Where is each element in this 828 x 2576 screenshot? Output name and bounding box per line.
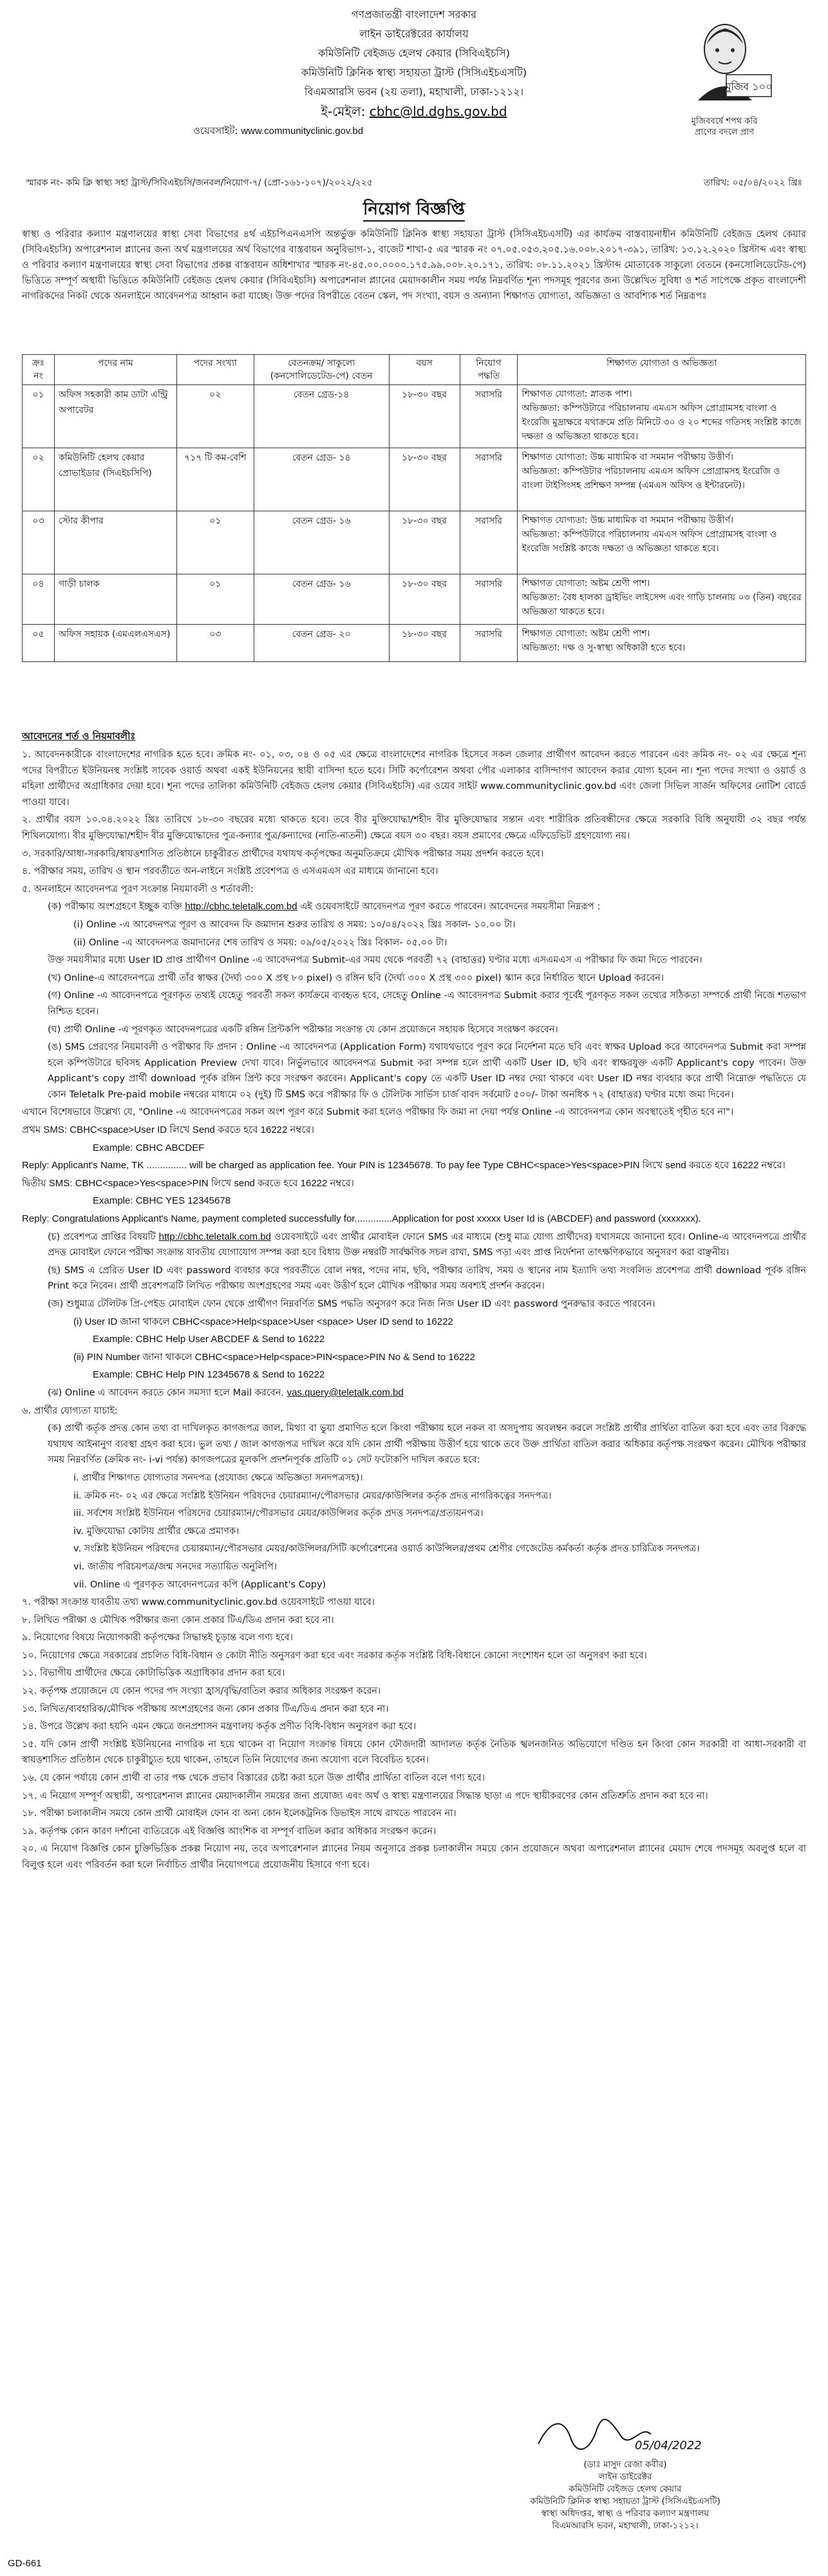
- program-name: কমিউনিটি বেইজড হেলথ কেয়ার (সিবিএইচসি): [318, 47, 510, 59]
- condition-4: ৪. পরীক্ষার সময়, তারিখ ও স্থান পরবর্তীতে অন-লাইনে সংশ্লিষ্ট প্রবেশপত্র ও এসএমএস এর মাধ্যমে জানানো হবে।: [22, 866, 438, 877]
- memo-date: তারিখ: ০৫/০৪/২০২২ খ্রিঃ: [703, 178, 802, 188]
- teletalk-link-2[interactable]: http://cbhc.teletalk.com.bd: [158, 1231, 271, 1242]
- memo-number: স্মারক নং- কমি ক্লি স্বাস্থ্য সহা ট্রাস্ট/সিবিএইচসি/জনবল/নিয়োগ-৭/ (প্রো-১৬১-১০৭)/২০২২/২২৫: [26, 178, 373, 188]
- condition-13: ১৩. লিখিত/ব্যবহারিক/মৌখিক পরীক্ষায় অংশগ্রহণের জন্য কোন প্রকার টিএ/ডিএ প্রদান করা হবে না।: [22, 1703, 389, 1714]
- col-post-name: পদের নাম: [54, 355, 176, 385]
- govt-name: গণপ্রজাতন্ত্রী বাংলাদেশ সরকার: [351, 8, 477, 21]
- mujib-100-logo-icon: [667, 10, 783, 113]
- condition-12: ১২. কর্তৃপক্ষ প্রয়োজনে যে কোন পদের পদ সংখ্যা হ্রাস/বৃদ্ধি/বাতিল করার অধিকার সংরক্ষণ করেন।: [22, 1686, 381, 1697]
- ad-code: GD-661: [8, 2558, 42, 2569]
- col-serial: ক্রঃ নং: [23, 355, 55, 385]
- condition-6: ৬. প্রার্থীর যোগ্যতা যাচাই:: [22, 1405, 118, 1416]
- office-name: লাইন ডাইরেক্টরের কার্যালয়: [359, 28, 469, 40]
- signature-icon: [513, 2412, 725, 2457]
- doc-item: iv. মুক্তিযোদ্ধা কোটায় প্রার্থীর ক্ষেত্রে প্রমাণক।: [73, 1526, 240, 1537]
- svg-text:05/04/2022: 05/04/2022: [635, 2439, 702, 2452]
- condition-5: ৫. অনলাইনে আবেদনপত্র পূরণ সংক্রান্ত নিয়মাবলী ও শর্তাবলী:: [22, 884, 254, 895]
- submit-note: এখানে বিশেষভাবে উল্লেখ্য যে, "Online -এ আবেদনপত্রের সকল অংশ পূরণ করে Submit করা হলেও পরীক্ষার ফি জমা না দেয়া পর্যন্ত Online -এ আবেদনপত্র কোন অবস্থাতেই গৃহীত হবে না"।: [22, 1107, 734, 1118]
- condition-3: ৩. সরকারি/আধা-সরকারি/স্বায়ত্তশাসিত প্রতিষ্ঠানে চাকুরীরত প্রার্থীদের যথাযথ কর্তৃপক্ষের অনুমতিক্রমে মৌখিক পরীক্ষার সময় প্রদর্শন করতে হবে।: [22, 848, 544, 859]
- condition-5g: (ছ) SMS এ প্রেরিত User ID এবং password ব্যবহার করে পরবর্তীতে রোল নম্বর, পদের নাম, ছবি, পরীক্ষার তারিখ, সময় ও স্থানের নাম ইত্যাদি তথ্য সংবলিত প্রবেশপত্র প্রার্থী download পূর্বক রঙ্গিন Print করে নিবেন। প্রার্থী প্রবেশপত্রটি লিখিত পরীক্ষায় অংশগ্রহণের সময় এবং উত্তীর্ণ হলে মৌখিক পরীক্ষার সময় অবশ্যই প্রদর্শন করবেন।: [48, 1265, 806, 1292]
- condition-18: ১৮. পরীক্ষা চলাকালীন সময়ে কোন প্রার্থী মোবাইল ফোন বা অন্য কোন ইলেকট্রনিক ডিভাইস সাথে রাখতে পারবেন না।: [22, 1808, 456, 1819]
- table-row: ০২ কমিউনিটি হেলথ কেয়ার প্রোভাইডার (সিএইচসিপি) ৭১৭ টি কম-বেশি বেতন গ্রেড- ১৪ ১৮-৩০ বছর সরাসরি শিক্ষাগত যোগ্যতা: উচ্চ মাধ্যমিক বা সমমান পরীক্ষায় উত্তীর্ণ। অভিজ্ঞতা: কম্পিউটার পরিচালনায় এমএস অফিস প্রোগ্রামসহ ইংরেজি ও বাংলা টাইপিংসহ প্রশিক্ষণ সম্পন্ন (এমএস অফিস ও ইন্টারনেট)।: [23, 448, 806, 511]
- condition-5c: (গ) Online -এ আবেদনপত্রে পূরণকৃত তথ্যই যেহেতু পরবর্তী সকল কার্যক্রমে ব্যবহৃত হবে, সেহেতু Online -এ আবেদনপত্র Submit করার পূর্বেই পূরণকৃত সকল তথ্যের সঠিকতা সম্পর্কে প্রার্থী নিজে শতভাগ নিশ্চিত হবেন।: [48, 990, 806, 1017]
- condition-2: ২. প্রার্থীর বয়স ১০.০৪.২০২২ খ্রিঃ তারিখে ১৮-৩০ বছরের মধ্যে থাকতে হবে। তবে বীর মুক্তিযোদ্ধা/শহীদ বীর মুক্তিযোদ্ধার সন্তান এবং শারীরিক প্রতিবন্ধীদের ক্ষেত্রে সরকারি বিধি অনুযায়ী ৩২ বছর পর্যন্ত শিথিলযোগ্য। বীর মুক্তিযোদ্ধা/শহীদ বীর মুক্তিযোদ্ধাদের পুত্র-কন্যার পুত্র/কন্যাদের (নাতি-নাতনী) ক্ষেত্রে বয়স ৩০ বছর। বয়স প্রমাণের ক্ষেত্রে এফিডেভিট গ্রহণযোগ্য নয়।: [22, 815, 806, 841]
- condition-15: ১৫. যদি কোন প্রার্থী সংশ্লিষ্ট ইউনিয়নের নাগরিক না হয়ে থাকেন বা নিয়োগ সংক্রান্ত বিষয়ে কোন ফৌজদারী আদালত কর্তৃক নৈতিক স্খলনজনিত অভিযোগে দণ্ডিত হন কিংবা কোন সরকারী বা আধা-সরকারী বা স্বায়ত্তশাসিত প্রতিষ্ঠান থেকে চাকুরীচ্যুত হয়ে থাকেন, তাহলে তিনি নিয়োগের জন্য অযোগ্য বলে বিবেচিত হবেন।: [22, 1739, 806, 1766]
- condition-11: ১১. বিভাগীয় প্রার্থীদের ক্ষেত্রে কোটাভিত্তিক অগ্রাধিকার প্রদান করা হবে।: [22, 1668, 285, 1679]
- apply-end: (ii) Online -এ আবেদনপত্র জমাদানের শেষ তারিখ ও সময়: ০৯/০৫/২০২২ খ্রিঃ বিকাল- ০৫.০০ টা।: [73, 937, 447, 948]
- email-link[interactable]: cbhc@ld.dghs.gov.bd: [369, 104, 507, 119]
- recover-pin: (ii) PIN Number জানা থাকলে CBHC<space>Help<space>PIN<space>PIN No & Send to 16222: [73, 1351, 475, 1363]
- apply-start: (i) Online -এ আবেদনপত্র পূরণ ও আবেদন ফি জমাদান শুরুর তারিখ ও সময়: ১০/০৪/২০২২ খ্রিঃ সকাল- ১০.০০ টা।: [73, 919, 516, 930]
- condition-1: ১. আবেদনকারীকে বাংলাদেশের নাগরিক হতে হবে। ক্রমিক নং- ০১, ০৩, ০৪ ও ০৫ এর ক্ষেত্রে বাংলাদেশের নাগরিক হিসেবে সকল জেলার প্রার্থীগণ আবেদন করতে পারবেন এবং ক্রমিক নং- ০২ এর ক্ষেত্রে শূন্য পদের বিপরীতে ইউনিয়নস্থ সংশ্লিষ্ট সাবেক ওয়ার্ড অথবা একই ইউনিয়নের স্থায়ী বাসিন্দা হতে হবে। সিটি কর্পোরেশন অথবা পৌর এলাকার বাসিন্দাগণ আবেদন করার যোগ্য হবেন না। শূন্য পদের সংখ্যা ও ওয়ার্ড ও মহিলা প্রার্থীদের অগ্রাধিকার দেয়া হবে। শূন্য পদের তালিকা কমিউনিটি বেইজড হেলথ কেয়ার (সিবিএইচসি) এর ওয়েব সাইট www.communityclinic.gov.bd এবং জেলা সিভিল সার্জন অফিসের নোটিশ বোর্ডে পাওয়া যাবে।: [22, 750, 806, 808]
- intro-paragraph: স্বাস্থ্য ও পরিবার কল্যাণ মন্ত্রণালয়ের স্বাস্থ্য সেবা বিভাগের ৪র্থ এইচপিএনএসপি অন্তর্ভুক্ত কমিউনিটি ক্লিনিক স্বাস্থ্য সহায়তা ট্রাস্ট (সিসিএইচএসটি) এর কার্যক্রম বাস্তবায়নাধীন কমিউনিটি বেইজড হেলথ কেয়ার (সিবিএইচসি) অপারেশনাল প্ল্যানের জন্য অর্থ মন্ত্রণালয়ের অর্থ বিভাগের বাস্তবায়ন অনুবিভাগ-১, বাজেট শাখা-৫ এর স্মারক নং ০৭.০৫.০৫৩.২০৫.১৬.০০৮.২০১৭-৩৯১, তারিখ: ১৩.১২.২০২০ খ্রিস্টাব্দ এবং স্বাস্থ্য ও পরিবার কল্যাণ মন্ত্রণালয়ের স্বাস্থ্য সেবা বিভাগের প্রকল্প বাস্তবায়ন অধিশাখার স্মারক নং-৪৫.০০.০০০০.১৭৫.৯৯.০০৮.২০.১৭১, তারিখ: ০৮.১১.২০২১ খ্রিস্টাব্দ মোতাবেক সাকুল্যে বেতনে (কনসোলিডেটেড-পে) ভিত্তিতে সম্পূর্ণ অস্থায়ী ভিত্তিতে কমিউনিটি বেইজড হেলথ কেয়ার (সিবিএইচসি) অপারেশনাল প্ল্যানের মেয়াদকালীন সময় পর্যন্ত নিম্নবর্ণিত শূন্য পদসমূহ পূরণের জন্য উল্লেখিত সুবিধা ও শর্ত সাপেক্ষে প্রকৃত বাংলাদেশী নাগরিকদের নিকট থেকে অনলাইনে আবেদনপত্র আহ্বান করা যাচ্ছে। উক্ত পদের বিপরীতে বেতন স্কেল, পদ সংখ্যা, বয়স ও অন্যান্য শিক্ষাগত যোগ্যতা, অভিজ্ঞতা ও আবশ্যিক শর্ত নিম্নরূপঃ: [22, 229, 806, 301]
- signatory-name: (ডাঃ মাসুদ রেজা কবীর): [583, 2459, 667, 2470]
- col-post-count: পদের সংখ্যা: [176, 355, 254, 385]
- condition-5a: (ক) পরীক্ষায় অংশগ্রহণে ইচ্ছুক ব্যক্তি http://cbhc.teletalk.com.bd এই ওয়েবসাইটে আবেদনপত্র পূরণ করতে পারবেন। আবেদনের সময়সীমা নিম্নরূপ :: [48, 901, 601, 913]
- conditions-heading: আবেদনের শর্ত ও নিয়মাবলীঃ: [22, 730, 136, 742]
- col-pay-scale: বেতনক্রম/ সাকুল্যে (কনসোলিডেটেড-পে) বেতন: [254, 355, 389, 385]
- signatory-title: লাইন ডাইরেক্টর: [598, 2472, 652, 2482]
- recover-user-id: (i) User ID জানা থাকলে CBHC<space>Help<space>User <space> User ID send to 16222: [73, 1316, 453, 1327]
- doc-item: i. প্রার্থীর শিক্ষাগত যোগ্যতার সনদপত্র (প্রযোজ্য ক্ষেত্রে অভিজ্ঞতা সনদপত্রসহ)।: [73, 1472, 363, 1483]
- table-row: ০৫ অফিস সহায়ক (এমএলএসএস) ০৩ বেতন গ্রেড- ২০ ১৮-৩০ বছর সরাসরি শিক্ষাগত যোগ্যতা: অষ্টম শ্রেণী পাশ। অভিজ্ঞতা: দক্ষ ও সু-স্বাস্থ্য অধিকারী হতে হবে।: [23, 625, 806, 662]
- condition-9: ৯. নিয়োগের বিষয়ে নিয়োগকারী কর্তৃপক্ষের সিদ্ধান্তই চূড়ান্ত বলে গণ্য হবে।: [22, 1633, 293, 1643]
- condition-7: ৭. পরীক্ষা সংক্রান্ত যাবতীয় তথ্য www.communityclinic.gov.bd ওয়েবসাইটে পাওয়া যাবে।: [22, 1597, 375, 1608]
- doc-item: iii. সর্বশেষ সংশ্লিষ্ট ইউনিয়ন পরিষদের চেয়ারম্যান/পৌরসভার মেয়র/কাউন্সিলর কর্তৃক প্রদত্ত সনদপত্র/প্রত্যয়নপত্র।: [73, 1508, 484, 1519]
- col-qualification: শিক্ষাগত যোগ্যতা ও অভিজ্ঞতা: [518, 355, 806, 385]
- table-row: ০৪ গাড়ী চালক ০১ বেতন গ্রেড- ১৬ ১৮-৩০ বছর সরাসরি শিক্ষাগত যোগ্যতা: অষ্টম শ্রেণী পাশ। অভিজ্ঞতা: বৈধ হালকা ড্রাইভিং লাইসেন্স এবং গাড়ি চালনায় ০৩ (তিন) বছরের অভিজ্ঞতা থাকতে হবে।: [23, 574, 806, 625]
- doc-item: v. সংশ্লিষ্ট ইউনিয়ন পরিষদের চেয়ারম্যান/পৌরসভার মেয়র/কাউন্সিলর/সিটি কর্পোরেশনের ওয়ার্ড কাউন্সিলর/প্রথম শ্রেণীর গেজেটেড কর্মকর্তা কর্তৃক প্রদত্ত চারিত্রিক সনদপত্র।: [73, 1544, 700, 1555]
- website-link[interactable]: www.communityclinic.gov.bd: [241, 126, 364, 137]
- website-line: ওয়েবসাইট: www.communityclinic.gov.bd: [193, 125, 364, 137]
- sms-second-reply: Reply: Congratulations Applicant's Name, payment completed successfully for..............Application for post xxxxx User Id is (ABCDEF) and password (xxxxxxx).: [22, 1213, 701, 1225]
- condition-16: ১৬. যে কোন পর্যায়ে কোন প্রার্থী বা তার পক্ষ থেকে প্রভাব বিস্তারের চেষ্টা করা হলে উক্ত প্রার্থীর প্রার্থিতা বাতিল বলে গণ্য হবে।: [22, 1773, 485, 1784]
- signatory-block: (ডাঃ মাসুদ রেজা কবীর) লাইন ডাইরেক্টর কমিউনিটি বেইজড হেলথ কেয়ার কমিউনিটি ক্লিনিক স্বাস্থ্য সহায়তা ট্রাস্ট (সিসিএইচএসটি) স্বাস্থ্য অধিদপ্তর, স্বাস্থ্য ও পরিবার কল্যাণ মন্ত্রণালয় বিএমআরসি ভবন, মহাখালী, ঢাকা-১২১২।: [519, 2459, 731, 2532]
- letterhead: [0, 0, 828, 174]
- condition-14: ১৪. উপরে উল্লেখ করা হয়নি এমন ক্ষেত্রে জনপ্রশাসন মন্ত্রণালয় কর্তৃক প্রণীত বিধি-বিধান অনুসরণ করা হবে।: [22, 1721, 417, 1732]
- condition-10: ১০. নিয়োগের ক্ষেত্রে সরকারের প্রচলিত বিধি-বিধান ও কোটা নীতি অনুসরণ করা হবে এবং সরকার কর্তৃক সংশ্লিষ্ট বিধি-বিধানে কোনো সংশোধন হলে তা অনুসরণ করা হবে।: [22, 1650, 647, 1661]
- teletalk-link[interactable]: http://cbhc.teletalk.com.bd: [185, 901, 297, 913]
- page-title: নিয়োগ বিজ্ঞপ্তি: [0, 196, 828, 224]
- condition-20: ২০. এ নিয়োগ বিজ্ঞপ্তি কোন চুক্তিভিত্তিক প্রকল্প নিয়োগ নয়, তবে অপারেশনাল প্ল্যানের নিয়ম অনুসারে প্রকল্প চলাকালীন সময়ে কোন প্রয়োজনে অথবা অপারেশনাল প্ল্যানের মেয়াদ শেষে পদসমূহ অবলুপ্ত হলে বা বিলুপ্ত হলে এবং পরিবর্তন করা হলে নির্বাচিত প্রার্থীর নিয়োগপত্রে প্রয়োজনীয় হিসাবে গণ্য হবে।: [22, 1844, 806, 1870]
- doc-item: vi. জাতীয় পরিচয়পত্র/জন্ম সনদের সত্যায়িত অনুলিপি।: [73, 1561, 278, 1572]
- email-line: ই-মেইল: cbhc@ld.dghs.gov.bd: [321, 104, 507, 119]
- memo-row: [26, 175, 802, 192]
- condition-5i: (ঝ) Online এ আবেদন করতে কোন সমস্যা হলে Mail করবেন. vas.query@teletalk.com.bd: [48, 1387, 404, 1398]
- condition-5e: (ঙ) SMS প্রেরণের নিয়মাবলী ও পরীক্ষার ফি প্রদান : Online -এ আবেদনপত্র (Application Form) যথাযথভাবে পূরণ করে নির্দেশনা মতে ছবি এবং স্বাক্ষর Upload করে আবেদনপত্র Submit করা সম্পন্ন হলে কম্পিউটারে ছবিসহ Application Preview দেখা যাবে। নির্ভুলভাবে আবেদনপত্র Submit করা সম্পন্ন হলে প্রার্থী একটি User ID, ছবি এবং স্বাক্ষরযুক্ত একটি Applicant's copy পাবেন। উক্ত Applicant's copy প্রার্থী download পূর্বক রঙ্গিন প্রিন্ট করে সংরক্ষণ করবেন। Applicant's copy তে একটি User ID নম্বর দেয়া থাকবে এবং User ID নম্বর ব্যবহার করে প্রার্থী নিম্নোক্ত পদ্ধতিতে যে কোন Teletalk Pre-paid mobile নম্বরের মাধ্যমে ০২ (দুই) টি SMS করে পরীক্ষার ফি ও টেলিটক সার্ভিস চার্জ বাবদ সর্বমোট ৫০০/- টাকা অনধিক ৭২ (বাহাত্তর) ঘণ্টার মধ্যে জমা দিবেন।: [48, 1042, 806, 1100]
- table-row: ০৩ স্টোর কীপার ০১ বেতন গ্রেড- ১৬ ১৮-৩০ বছর সরাসরি শিক্ষাগত যোগ্যতা: উচ্চ মাধ্যমিক বা সমমান পরীক্ষায় উত্তীর্ণ। অভিজ্ঞতা: কম্পিউটারে পরিচালনায় এমএস অফিস প্রোগ্রামসহ বাংলা ও ইংরেজি সংশ্লিষ্ট কাজে দক্ষতা ও অভিজ্ঞতা থাকতে হবে।: [23, 511, 806, 574]
- condition-19: ১৯. কর্তৃপক্ষ কোন কারণ দর্শানো ব্যতিরেকে এই বিজ্ঞপ্তি আংশিক বা সম্পূর্ণ বাতিল করার অধিকার সংরক্ষণ করেন।: [22, 1826, 437, 1837]
- sms-first-reply: Reply: Applicant's Name, TK ............... will be charged as application fee. Your PIN is 12345678. To pay fee Type CBHC<space>Yes<space>PIN লিখে send করতে হবে 16222 নম্বরে।: [22, 1160, 786, 1171]
- sms-first: প্রথম SMS: CBHC<space>User ID লিখে Send করতে হবে 16222 নম্বরে।: [22, 1124, 314, 1136]
- recover-pin-example: Example: CBHC Help PIN 12345678 & Send to 16222: [93, 1369, 325, 1381]
- conditions-body: [22, 747, 806, 1875]
- doc-item: vii. Online এ পূরণকৃত আবেদনপত্রের কপি (Applicant's Copy): [73, 1579, 326, 1590]
- condition-5b: (খ) Online-এ আবেদনপত্রে প্রার্থী তাঁর স্বাক্ষর (দৈর্ঘ্য ৩০০ X প্রস্থ ৮০ pixel) ও রঙ্গিন ছবি (দৈর্ঘ্য ৩০০ X প্রস্থ ৩০০ pixel) স্ক্যান করে নির্ধারিত স্থানে Upload করবেন।: [48, 972, 664, 983]
- table-row: ০১ অফিস সহকারী কাম ডাটা এন্ট্রি অপারেটর ০২ বেতন গ্রেড-১৪ ১৮-৩০ বছর সরাসরি শিক্ষাগত যোগ্যতা: স্নাতক পাশ। অভিজ্ঞতা: কম্পিউটারে পরিচালনায় এমএস অফিস প্রোগ্রামসহ বাংলা ও ইংরেজি মুদ্রাক্ষরে যথাক্রমে প্রতি মিনিটে ৩০ ও ২০ শব্দের গতিসহ সংশ্লিষ্ট কাজে দক্ষতা ও অভিজ্ঞতা থাকতে হবে।: [23, 385, 806, 448]
- col-method: নিয়োগ পদ্ধতি: [460, 355, 518, 385]
- condition-8: ৮. লিখিত পরীক্ষা ও মৌখিক পরীক্ষার জন্য কোন প্রকার টিএ/ডিএ প্রদান করা হবে না।: [22, 1615, 334, 1625]
- apply-note: উক্ত সময়সীমার মধ্যে User ID প্রাপ্ত প্রার্থীগণ Online -এ আবেদনপত্র Submit-এর সময় থেকে পরবর্তী ৭২ (বাহাত্তর) ঘণ্টার মধ্যে এসএমএস এ পরীক্ষার ফি জমা দিতে পারবেন।: [48, 955, 702, 966]
- condition-6a: (ক) প্রার্থী কর্তৃক প্রদত্ত কোন তথ্য বা দাখিলকৃত কাগজপত্র জাল, মিথ্যা বা ভুয়া প্রমাণিত হলে কিংবা পরীক্ষায় হলে নকল বা অসদুপায় অবলম্বন করলে সংশ্লিষ্ট প্রার্থীর প্রার্থিতা বাতিল করা হবে এবং তার বিরুদ্ধে যথাযথ আইনানুগ ব্যবস্থা গ্রহণ করা হবে। ভুল তথ্য / জাল কাগজপত্র দাখিল করে যদি কোন প্রার্থী পরীক্ষায় উত্তীর্ণ হয়ে থাকে তবে উক্ত প্রার্থিতা বাতিল করার অধিকার কর্তৃপক্ষ সংরক্ষণ করেন। মৌখিক পরীক্ষার সময় নিম্নবর্ণিত (ক্রমিক নং- i-vi পর্যন্ত) কাগজপত্রের মূলকপি প্রদর্শনপূর্বক প্রতিটি ০১ সেট ফটোকপি দাখিল করতে হবে:: [48, 1423, 806, 1466]
- posts-table: [22, 354, 806, 662]
- office-address: বিএমআরসি ভবন (২য় তলা), মহাখালী, ঢাকা-১২১২।: [304, 86, 524, 98]
- condition-5f: (চ) প্রবেশপত্র প্রাপ্তির বিষয়টি http://cbhc.teletalk.com.bd ওয়েবসাইটে এবং প্রার্থীর মোবাইল ফোনে SMS এর মাধ্যমে (শুধু মাত্র যোগ্য প্রার্থীদের) যথাসময়ে জানানো হবে। Online-এ আবেদনপত্রে প্রার্থীর প্রদত্ত মোবাইল ফোনে পরীক্ষা সংক্রান্ত যাবতীয় যোগাযোগ সম্পন্ন করা হবে বিধায় উক্ত নম্বরটি সার্বক্ষণিক সচল রাখা, SMS পড়া এবং প্রাপ্ত নির্দেশনা তাৎক্ষণিকভাবে অনুসরণ করা বাঞ্ছনীয়।: [48, 1231, 806, 1258]
- condition-17: ১৭. এ নিয়োগ সম্পূর্ণ অস্থায়ী, অপারেশনাল প্ল্যানের মেয়াদকালীন সময়ের জন্য প্রযোজ্য এবং অর্থ ও স্বাস্থ্য মন্ত্রণালয়ের সিদ্ধান্ত ছাড়া এ পদে স্থায়ীকরণের কোন প্রতিশ্রুতি প্রদান করা হবে না।: [22, 1790, 708, 1801]
- condition-5d: (ঘ) প্রার্থী Online -এ পূরণকৃত আবেদনপত্রের একটি রঙ্গিন প্রিন্টকপি পরীক্ষার সংক্রান্ত যে কোন প্রয়োজনে সহায়ক হিসেবে সংরক্ষণ করবেন।: [48, 1024, 558, 1035]
- table-header-row: [23, 355, 806, 385]
- doc-item: ii. ক্রমিক নং- ০২ এর ক্ষেত্রে সংশ্লিষ্ট ইউনিয়ন পরিষদের চেয়ারম্যান/পৌরসভার মেয়র/কাউন্সিলর কর্তৃক প্রদত্ত নাগরিকত্বের সনদপত্র।: [73, 1490, 552, 1501]
- svg-text:মুজিব ১০০: মুজিব ১০০: [725, 80, 773, 93]
- trust-name: কমিউনিটি ক্লিনিক স্বাস্থ্য সহায়তা ট্রাস্ট (সিসিএইচএসটি): [301, 66, 527, 79]
- condition-5h: (জ) শুধুমাত্র টেলিটক প্রি-পেইড মোবাইল ফোন থেকে প্রার্থীগণ নিম্নবর্ণিত SMS পদ্ধতি অনুসরণ করে নিজ নিজ User ID এবং password পুনরুদ্ধার করতে পারবেন।: [48, 1299, 655, 1309]
- logo-caption: মুজিববর্ষে শপথ করি প্রাণের বদলে প্রাণ: [691, 117, 758, 137]
- sms-second: দ্বিতীয় SMS: CBHC<space>Yes<space>PIN লিখে send করতে হবে 16222 নম্বরে।: [22, 1177, 354, 1189]
- support-mail-link[interactable]: vas.query@teletalk.com.bd: [287, 1387, 404, 1398]
- sms-first-example: Example: CBHC ABCDEF: [93, 1142, 205, 1153]
- col-age: বয়স: [389, 355, 460, 385]
- sms-second-example: Example: CBHC YES 12345678: [93, 1195, 231, 1207]
- recover-user-id-example: Example: CBHC Help User ABCDEF & Send to 16222: [93, 1334, 325, 1345]
